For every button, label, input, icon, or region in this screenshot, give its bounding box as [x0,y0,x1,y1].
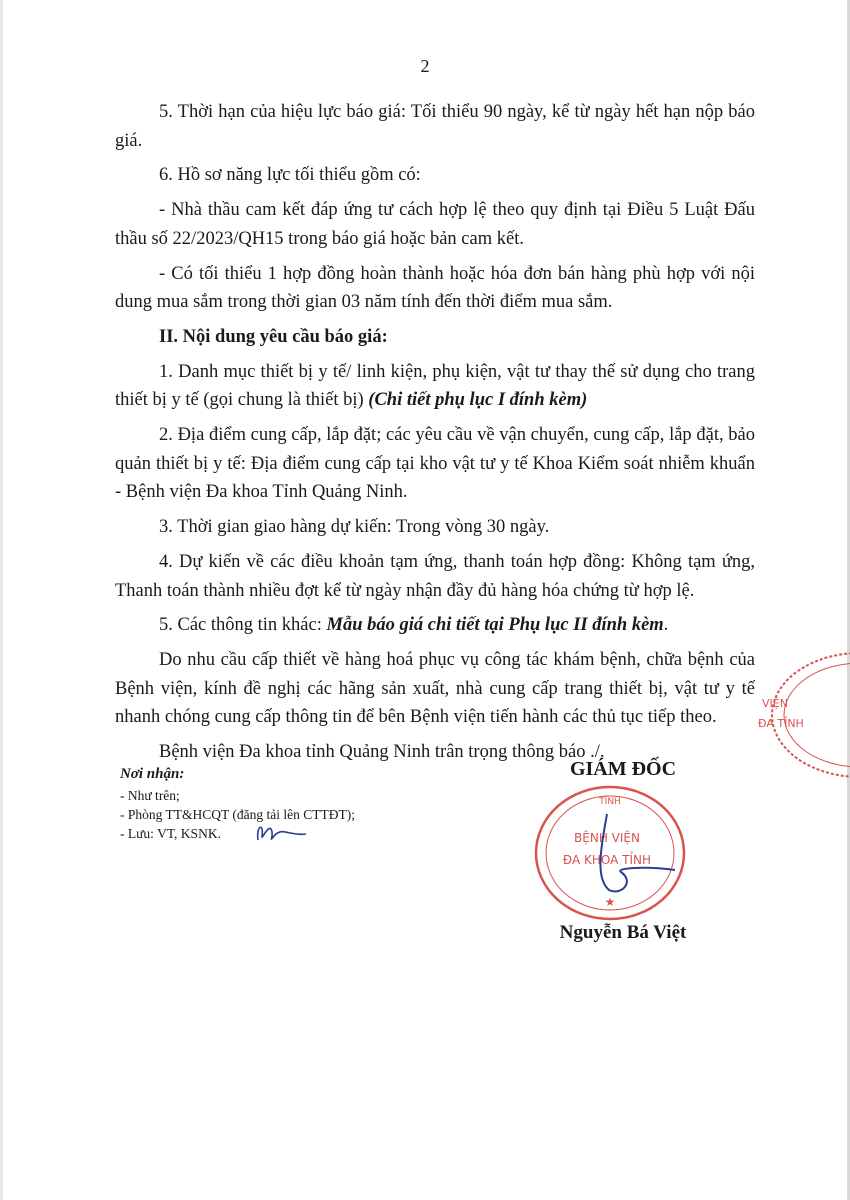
recipient-item: - Lưu: VT, KSNK. [120,826,221,841]
paragraph-closing: Bệnh viện Đa khoa tỉnh Quảng Ninh trân trọng thông báo ./. [159,742,605,763]
initials-signature [250,812,310,852]
appendix-2-reference: Mẫu báo giá chi tiết tại Phụ lục II đính kèm [326,615,664,636]
page-edge-left [0,0,3,1200]
section-heading: II. Nội dung yêu cầu báo giá: [159,326,388,347]
document-body [115,98,755,773]
director-name: Nguyễn Bá Việt [559,922,687,943]
paragraph-equipment-list [115,358,755,415]
paragraph-other-info [115,611,755,640]
paragraph-capacity: 6. Hồ sơ năng lực tối thiểu gồm có: [159,165,421,186]
seal-edge-fragment [742,645,850,785]
recipient-item: - Phòng TT&HCQT (đăng tải lên CTTĐT); [120,807,355,822]
svg-text:★: ★ [604,895,616,909]
paragraph-payment: 4. Dự kiến về các điều khoản tạm ứng, thanh toán hợp đồng: Không tạm ứng, Thanh toán thành nhiều đợt kể từ ngày nhận đầy đủ hàng hóa chứng từ hợp lệ. [115,551,755,601]
other-info-text: 5. Các thông tin khác: [159,615,322,636]
seal-top-text: TỈNH [599,797,621,807]
hospital-seal [525,778,695,928]
other-info-end: . [663,615,669,636]
seal-line-2: ĐA KHOA TỈNH [562,853,652,867]
director-title: GIÁM ĐỐC [569,758,677,780]
equipment-list-text: 1. Danh mục thiết bị y tế/ linh kiện, phụ kiện, vật tư thay thế sử dụng cho trang thiết bị y tế (gọi chung là thiết bị) [115,361,755,411]
seal-line-1: BỆNH VIỆN [574,831,640,845]
paragraph-validity: 5. Thời hạn của hiệu lực báo giá: Tối thiểu 90 ngày, kể từ ngày hết hạn nộp báo giá. [115,102,755,151]
recipients-block [120,765,355,843]
paragraph-location: 2. Địa điểm cung cấp, lắp đặt; các yêu cầu về vận chuyển, cung cấp, lắp đặt, bảo quản thiết bị y tế: Địa điểm cung cấp tại kho vật tư y tế Khoa Kiểm soát nhiễm khuẩn - Bệnh viện Đa khoa Tỉnh Quảng Ninh. [115,425,755,503]
recipients-title: Nơi nhận: [120,766,185,782]
page-number: 2 [420,56,430,76]
paragraph-commitment: - Nhà thầu cam kết đáp ứng tư cách hợp lệ theo quy định tại Điều 5 Luật Đấu thầu số 22/2023/QH15 trong báo giá hoặc bản cam kết. [115,200,755,249]
seal-edge-line-1: VIỆN [762,697,788,710]
paragraph-contract: - Có tối thiểu 1 hợp đồng hoàn thành hoặc hóa đơn bán hàng phù hợp với nội dung mua sắm trong thời gian 03 năm tính đến thời điểm mua sắm. [115,263,755,313]
seal-edge-line-2: ĐA TỈNH [758,717,804,730]
paragraph-delivery: 3. Thời gian giao hàng dự kiến: Trong vòng 30 ngày. [159,517,550,538]
paragraph-request: Do nhu cầu cấp thiết về hàng hoá phục vụ công tác khám bệnh, chữa bệnh của Bệnh viện, kính đề nghị các hãng sản xuất, nhà cung cấp trang thiết bị, vật tư y tế nhanh chóng cung cấp thông tin để bên Bệnh viện tiến hành các thủ tục tiếp theo. [115,649,755,728]
recipient-item: - Như trên; [120,788,180,803]
appendix-1-reference: (Chi tiết phụ lục I đính kèm) [368,390,588,411]
